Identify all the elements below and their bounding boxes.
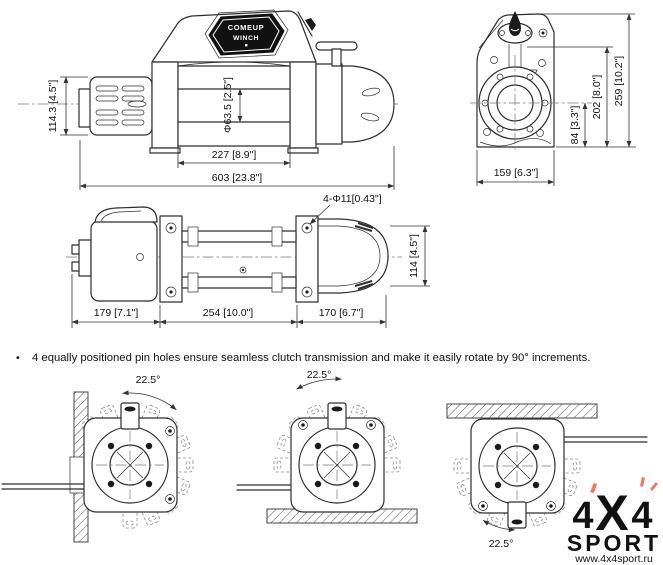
drum: [178, 66, 290, 146]
dim-drum-len: 227 [8.9"]: [211, 149, 257, 161]
top-view: [66, 193, 430, 328]
dim-side-height: 114.3 [4.5"]: [47, 79, 59, 133]
dim-overall-len: 603 [23.8"]: [211, 172, 263, 184]
gear-housing: [316, 64, 342, 144]
watermark-sport: SPORT: [566, 530, 662, 556]
note-bullet: •: [16, 352, 20, 364]
handle-hump: [95, 207, 157, 222]
dim-top-width: 114 [4.5"]: [408, 234, 420, 278]
tail-cone: [342, 66, 394, 142]
dim-drum-dia: Φ63.5 [2.5"]: [222, 77, 234, 133]
dim-overall-height: 259 [10.2"]: [613, 55, 625, 107]
watermark-url: www.4x4sport.ru: [575, 553, 653, 565]
end-view: [470, 11, 636, 186]
dim-fairlead-len: 170 [6.7"]: [318, 307, 364, 319]
note: [16, 352, 590, 364]
motor-end-cap-top: [79, 240, 91, 276]
dim-drum-section: 254 [10.0"]: [202, 307, 254, 319]
badge-line2: WINCH: [232, 35, 260, 42]
dim-lever-height: 202 [8.0"]: [591, 74, 603, 120]
drum-support-right: [290, 62, 316, 148]
note-text: 4 equally positioned pin holes ensure seamless clutch transmission and make it easily rotate by 90° increments.: [32, 352, 591, 364]
rotation-diagram-left: [2, 374, 193, 542]
watermark-4-left: 4: [572, 495, 594, 537]
side-view: [18, 10, 398, 190]
angle-label: 22.5°: [488, 538, 514, 550]
dim-end-width: 159 [6.3"]: [493, 167, 539, 179]
fairlead: [318, 219, 388, 293]
watermark-x: X: [595, 485, 629, 541]
ceiling-hatch: [447, 404, 597, 418]
angle-label: 22.5°: [306, 369, 332, 381]
drum-support-left: [152, 62, 178, 148]
dim-motor-len: 179 [7.1"]: [93, 307, 139, 319]
watermark-logo: [567, 477, 661, 565]
watermark-4-right: 4: [631, 495, 653, 537]
angle-label: 22.5°: [135, 374, 161, 386]
badge-line1: COMEUP: [227, 23, 265, 32]
dim-center-height: 84 [3.3"]: [569, 105, 581, 145]
rotation-diagram-middle: [237, 369, 417, 523]
dim-mount-holes: 4-Φ11[0.43"]: [323, 193, 382, 205]
motor-housing-top: [91, 221, 157, 301]
